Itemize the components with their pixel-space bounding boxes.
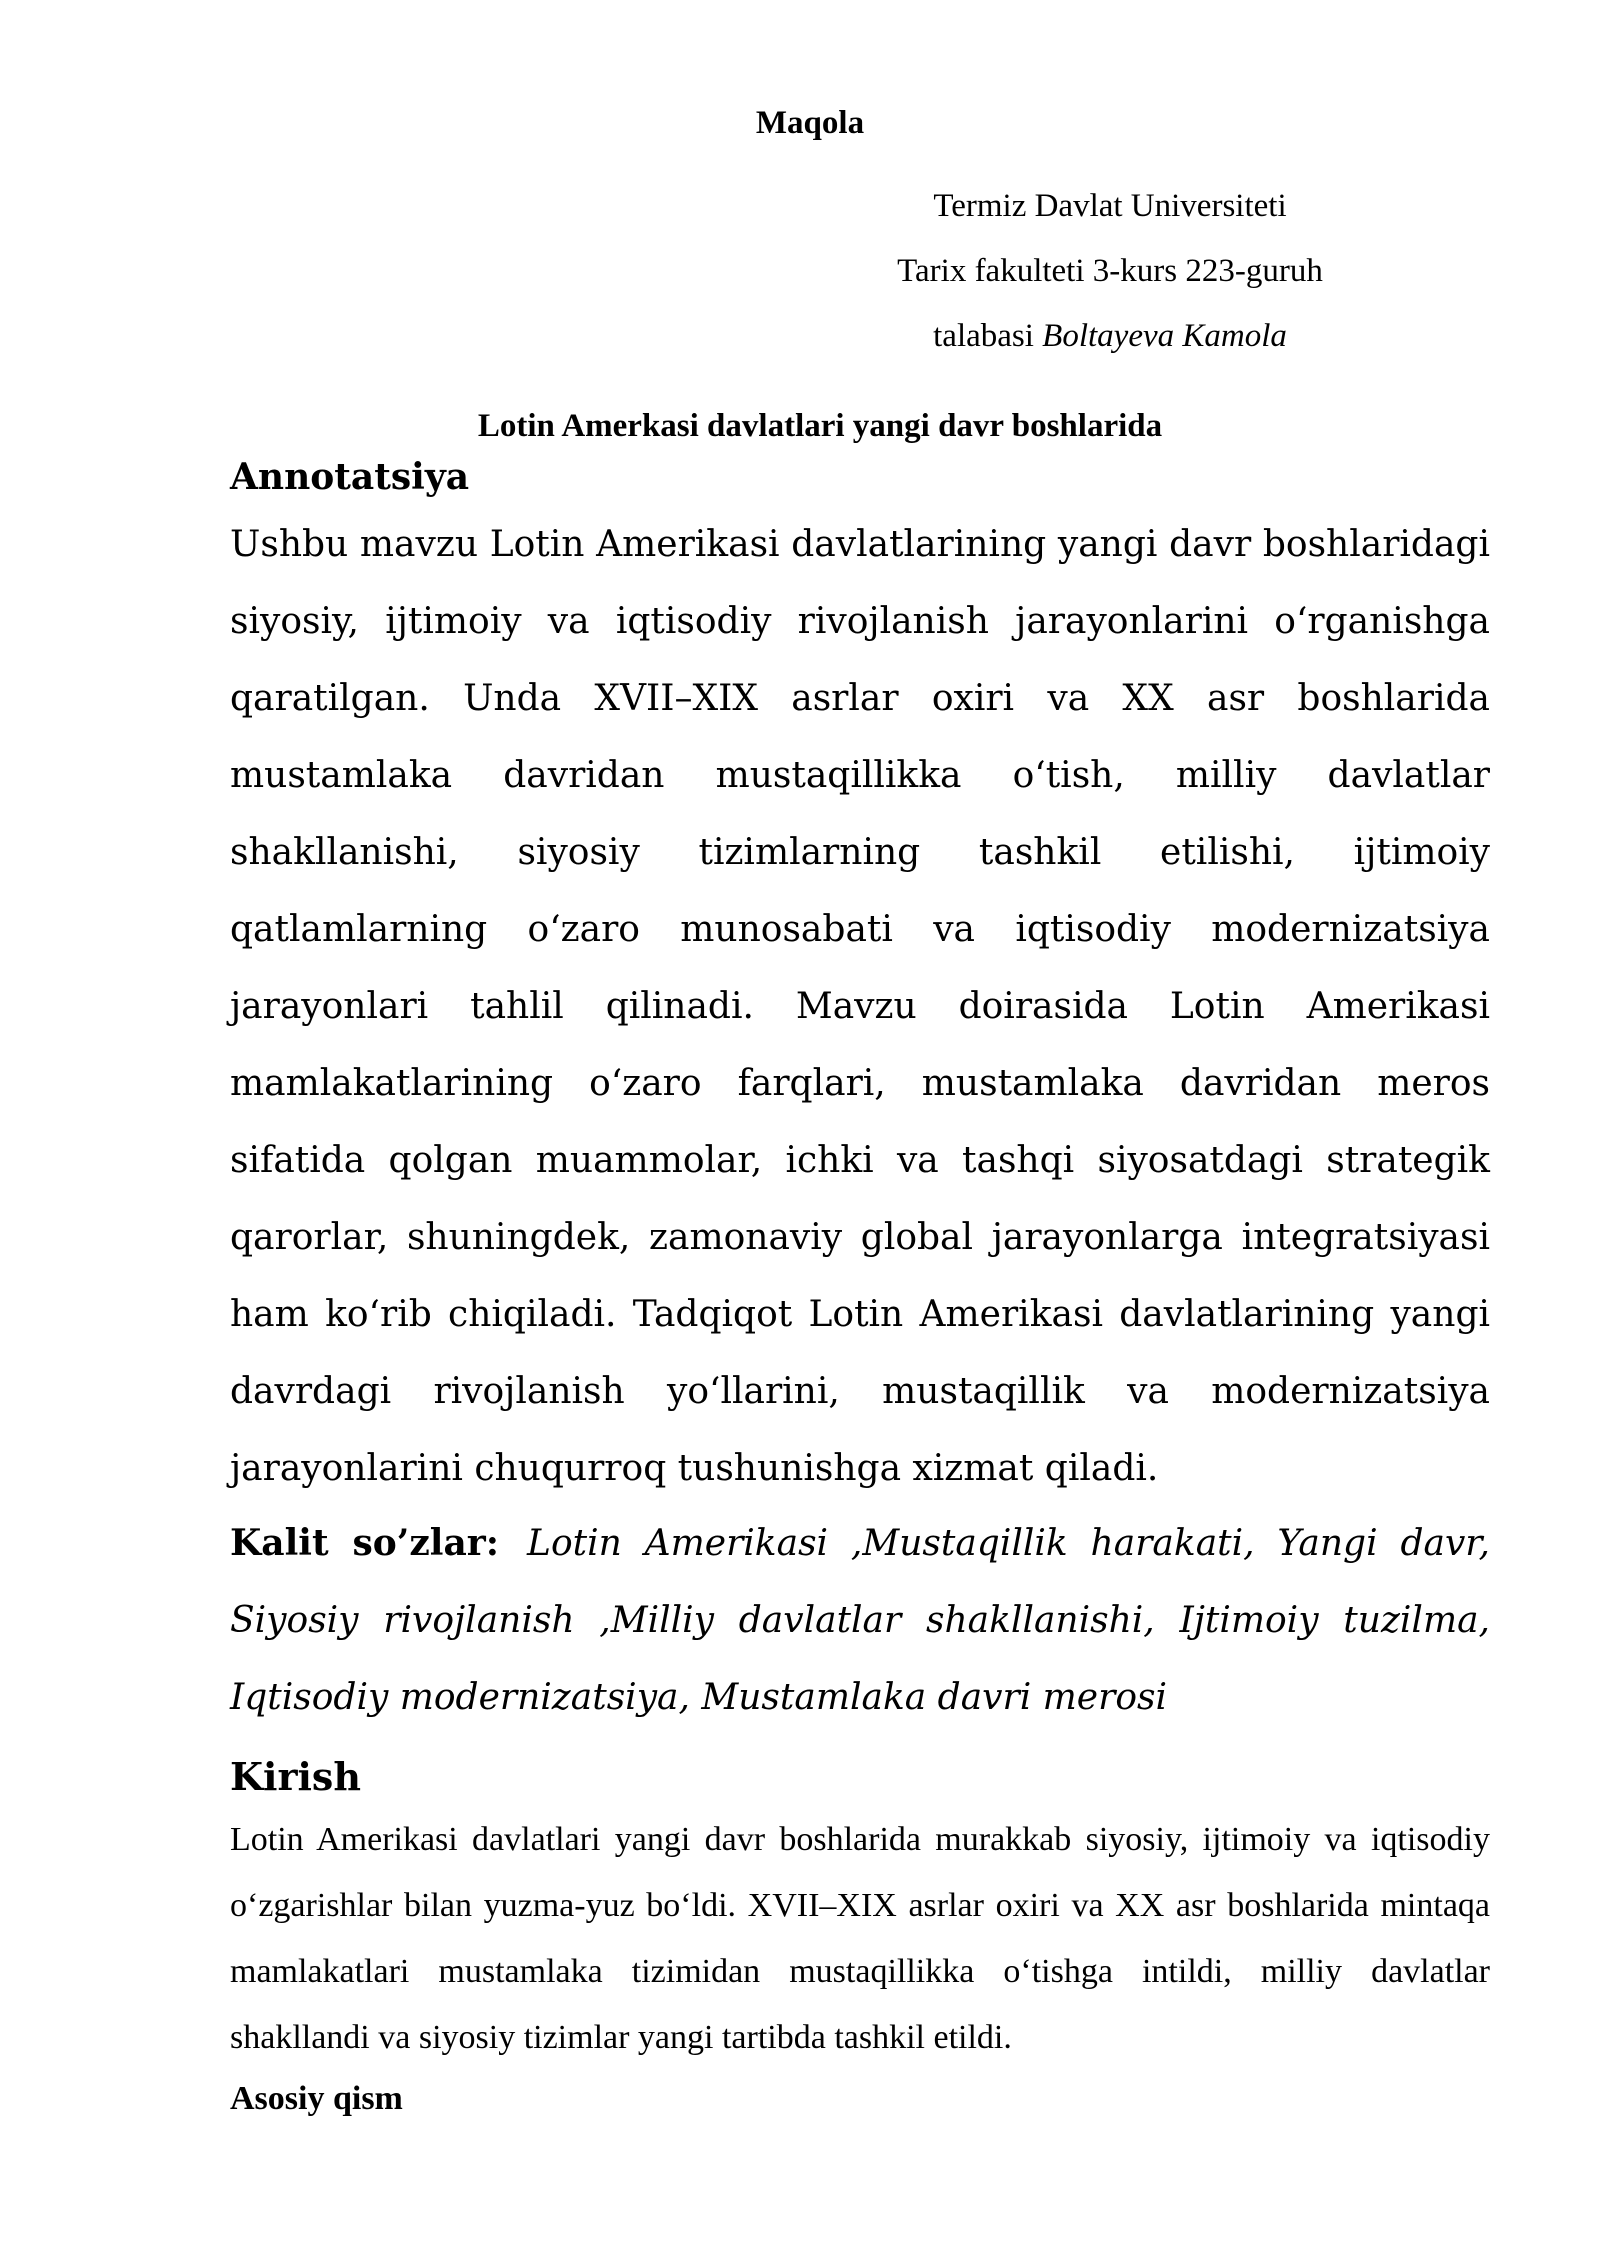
keywords-paragraph [230,1505,1490,1736]
article-title: Lotin Amerkasi davlatlari yangi davr boshlarida [477,408,1163,444]
keywords-list: Lotin Amerikasi ,Mustaqillik harakati, Yangi davr, Siyosiy rivojlanish ,Milliy davlatlar shakllanishi, Ijtimoiy tuzilma, Iqtisodiy modernizatsiya, Mustamlaka davri merosi [230,1523,1490,1718]
introduction-heading: Kirish [230,1754,361,1799]
student-prefix: talabasi [933,318,1034,354]
student-name: Boltayeva Kamola [1042,318,1287,354]
annotation-heading: Annotatsiya [230,456,470,498]
faculty-group: Tarix fakulteti 3-kurs 223-guruh [897,253,1323,289]
annotation-text: Ushbu mavzu Lotin Amerikasi davlatlarining yangi davr boshlaridagi siyosiy, ijtimoiy va iqtisodiy rivojlanish jarayonlarini o‘rganishga qaratilgan. Unda XVII–XIX asrlar oxiri va XX asr boshlarida mustamlaka davridan mustaqillikka o‘tish, milliy davlatlar shakllanishi, siyosiy tizimlarning tashkil etilishi, ijtimoiy qatlamlarning o‘zaro munosabati va iqtisodiy modernizatsiya jarayonlari tahlil qilinadi. Mavzu doirasida Lotin Amerikasi mamlakatlarining o‘zaro farqlari, mustamlaka davridan meros sifatida qolgan muammolar, ichki va tashqi siyosatdagi strategik qarorlar, shuningdek, zamonaviy global jarayonlarga integratsiyasi ham ko‘rib chiqiladi. Tadqiqot Lotin Amerikasi davlatlarining yangi davrdagi rivojlanish yo‘llarini, mustaqillik va modernizatsiya jarayonlarini chuqurroq tushunishga xizmat qiladi. [230,524,1490,1489]
introduction-text: Lotin Amerikasi davlatlari yangi davr boshlarida murakkab siyosiy, ijtimoiy va iqtisodiy o‘zgarishlar bilan yuzma-yuz bo‘ldi. XVII–XIX asrlar oxiri va XX asr boshlarida mintaqa mamlakatlari mustamlaka tizimidan mustaqillikka o‘tishga intildi, milliy davlatlar shakllandi va siyosiy tizimlar yangi tartibda tashkil etildi. [230,1821,1490,2056]
document-type-label: Maqola [755,105,865,141]
keywords-label: Kalit so’zlar: [230,1522,500,1564]
student-line [760,314,1460,358]
main-section-heading: Asosiy qism [230,2080,403,2117]
university-name: Termiz Davlat Universiteti [933,188,1287,224]
